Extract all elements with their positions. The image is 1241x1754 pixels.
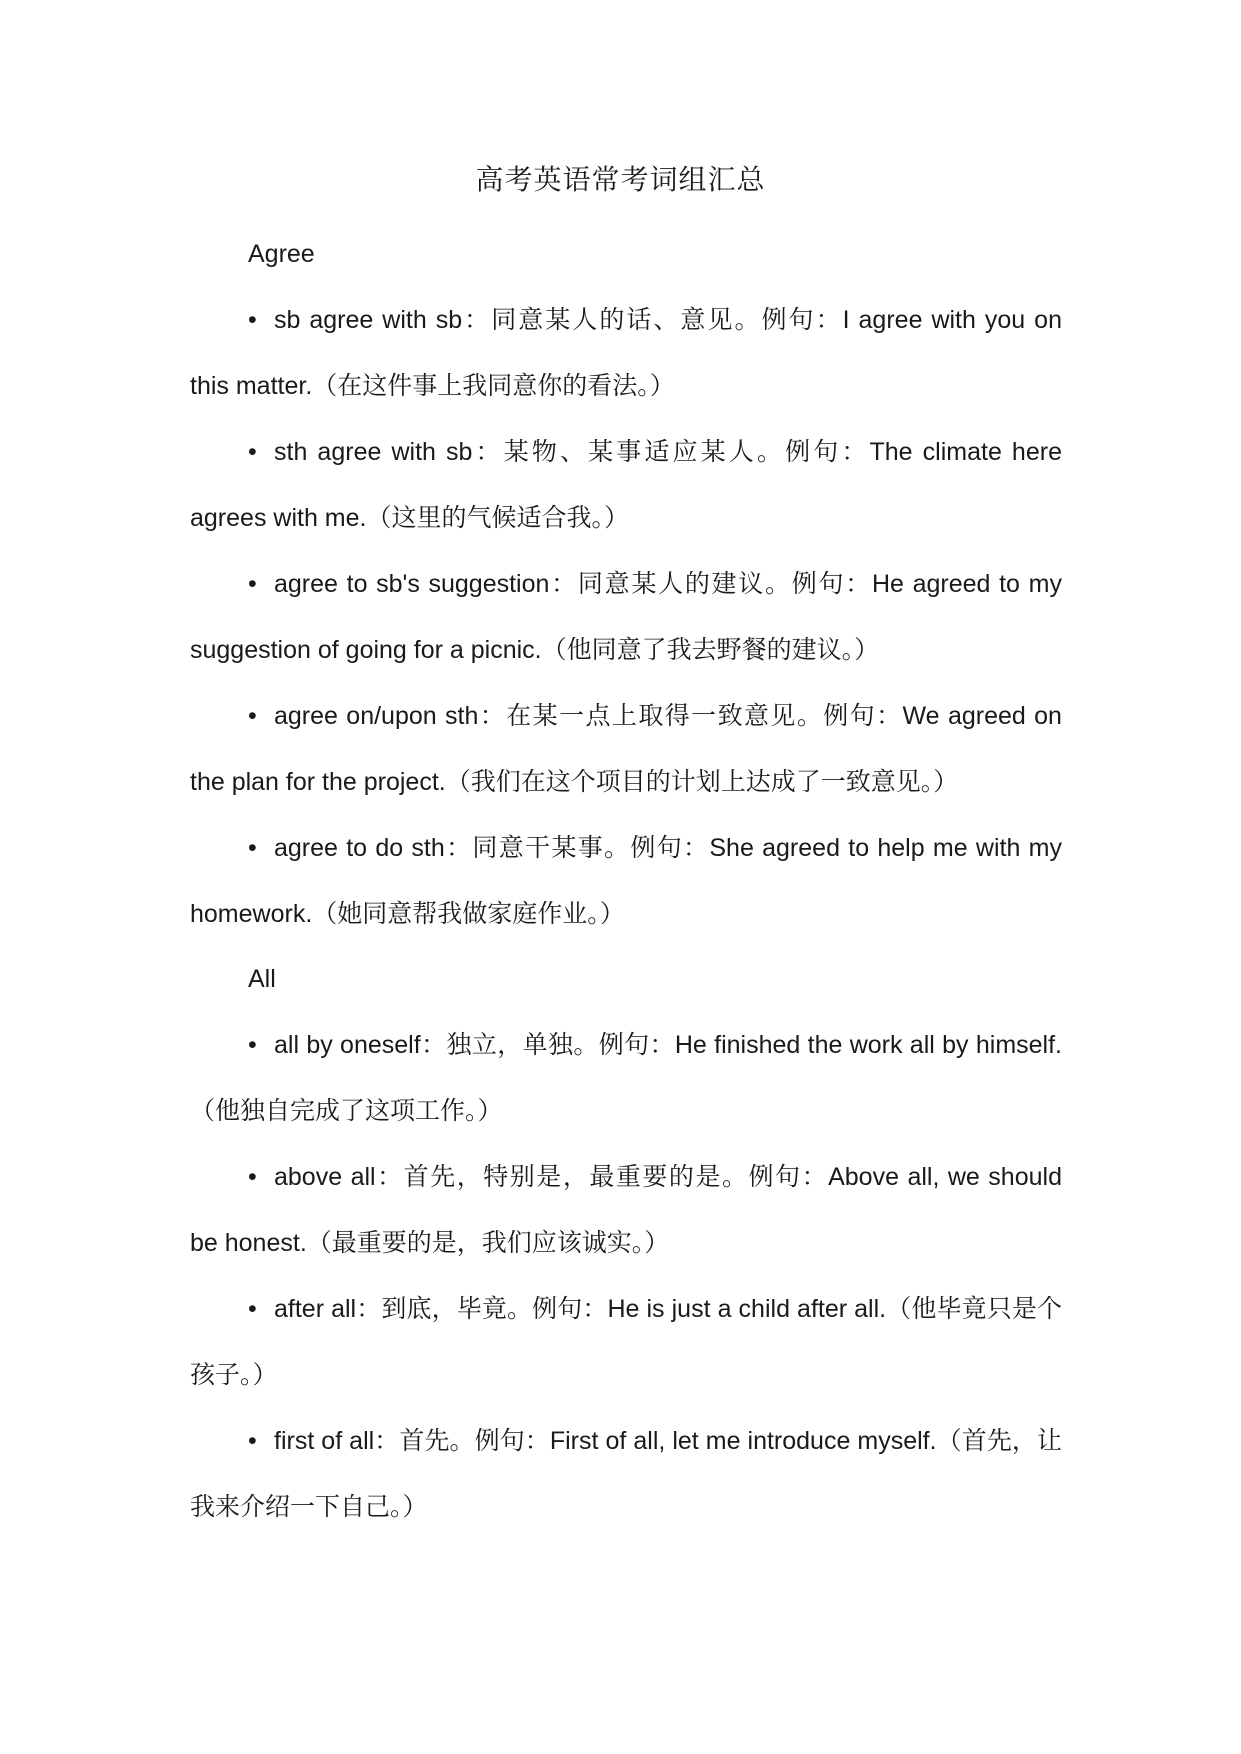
phrase-entry (190, 1012, 1062, 1144)
example-translation: （我们在这个项目的计划上达成了一致意见。） (445, 767, 959, 796)
phrase-term: above all (274, 1163, 376, 1191)
phrase-separator: ： (472, 437, 504, 466)
phrase-term: sb agree with sb (274, 306, 463, 334)
bullet-icon: • (248, 438, 257, 466)
phrase-term: agree to do sth (274, 834, 445, 862)
section-heading-agree: Agree (248, 240, 315, 268)
phrase-entry (190, 1144, 1062, 1276)
example-sentence: He is just a child after all. (607, 1295, 887, 1323)
phrase-separator: ： (420, 1030, 447, 1059)
phrase-entry (190, 815, 1062, 947)
example-label: 例句： (785, 437, 870, 466)
phrase-separator: ： (374, 1426, 400, 1455)
phrase-term: agree on/upon sth (274, 702, 479, 730)
example-label: 例句： (823, 701, 903, 730)
phrase-term: first of all (274, 1427, 375, 1455)
example-sentence: First of all, let me introduce myself. (549, 1427, 937, 1455)
example-translation: （在这件事上我同意你的看法。） (312, 371, 675, 400)
document-title: 高考英语常考词组汇总 (475, 163, 766, 196)
example-sentence: He finished the work all by himself. (674, 1031, 1062, 1059)
phrase-meaning: 同意某人的话、意见。 (491, 305, 762, 334)
bullet-icon: • (248, 570, 257, 598)
phrase-separator: ： (375, 1162, 404, 1191)
phrase-entry (190, 1276, 1062, 1408)
example-sentence: The climate here agrees with me. (190, 438, 1062, 532)
bullet-icon: • (248, 306, 257, 334)
example-translation: （最重要的是，我们应该诚实。） (306, 1228, 670, 1257)
example-sentence: He agreed to my suggestion of going for a picnic. (190, 570, 1062, 664)
example-translation: （他同意了我去野餐的建议。） (541, 635, 880, 664)
phrase-term: after all (274, 1295, 357, 1323)
phrase-term: agree to sb's suggestion (274, 570, 550, 598)
bullet-icon: • (248, 834, 257, 862)
example-label: 例句： (598, 1030, 675, 1059)
phrase-separator: ： (356, 1294, 382, 1323)
phrase-entry (190, 551, 1062, 683)
phrase-meaning: 同意某人的建议。 (577, 569, 792, 598)
example-label: 例句： (630, 833, 710, 862)
phrase-meaning: 某物、某事适应某人。 (503, 437, 786, 466)
phrase-meaning: 同意干某事。 (472, 833, 631, 862)
example-translation: （她同意帮我做家庭作业。） (312, 899, 625, 928)
phrase-separator: ： (444, 833, 473, 862)
example-translation: （这里的气候适合我。） (366, 503, 629, 532)
phrase-meaning: 到底，毕竟。 (381, 1294, 533, 1323)
phrase-meaning: 在某一点上取得一致意见。 (506, 701, 824, 730)
example-label: 例句： (748, 1162, 829, 1191)
phrase-meaning: 首先，特别是，最重要的是。 (403, 1162, 749, 1191)
phrase-term: sth agree with sb (274, 438, 473, 466)
phrase-entry (190, 683, 1062, 815)
phrase-entry (190, 1408, 1062, 1540)
phrase-term: all by oneself (274, 1031, 421, 1059)
example-translation: （他独自完成了这项工作。） (190, 1096, 503, 1125)
phrase-separator: ： (462, 305, 492, 334)
phrase-separator: ： (549, 569, 578, 598)
example-translation: （他毕竟只是个孩子。） (190, 1294, 1062, 1389)
example-label: 例句： (791, 569, 872, 598)
document-body (190, 222, 1062, 1540)
example-label: 例句： (474, 1426, 550, 1455)
phrase-entry (190, 419, 1062, 551)
section-heading-all: All (248, 965, 276, 993)
example-sentence: I agree with you on this matter. (190, 306, 1062, 400)
example-label: 例句： (532, 1294, 608, 1323)
phrase-entry (190, 287, 1062, 419)
bullet-icon: • (248, 702, 257, 730)
phrase-meaning: 独立，单独。 (446, 1030, 599, 1059)
example-sentence: Above all, we should be honest. (190, 1163, 1062, 1257)
example-sentence: She agreed to help me with my homework. (190, 834, 1062, 928)
bullet-icon: • (248, 1427, 257, 1455)
example-translation: （首先，让我来介绍一下自己。） (190, 1426, 1062, 1521)
bullet-icon: • (248, 1163, 257, 1191)
example-sentence: We agreed on the plan for the project. (190, 702, 1062, 796)
phrase-separator: ： (478, 701, 507, 730)
bullet-icon: • (248, 1031, 257, 1059)
phrase-meaning: 首先。 (399, 1426, 475, 1455)
example-label: 例句： (761, 305, 843, 334)
bullet-icon: • (248, 1295, 257, 1323)
